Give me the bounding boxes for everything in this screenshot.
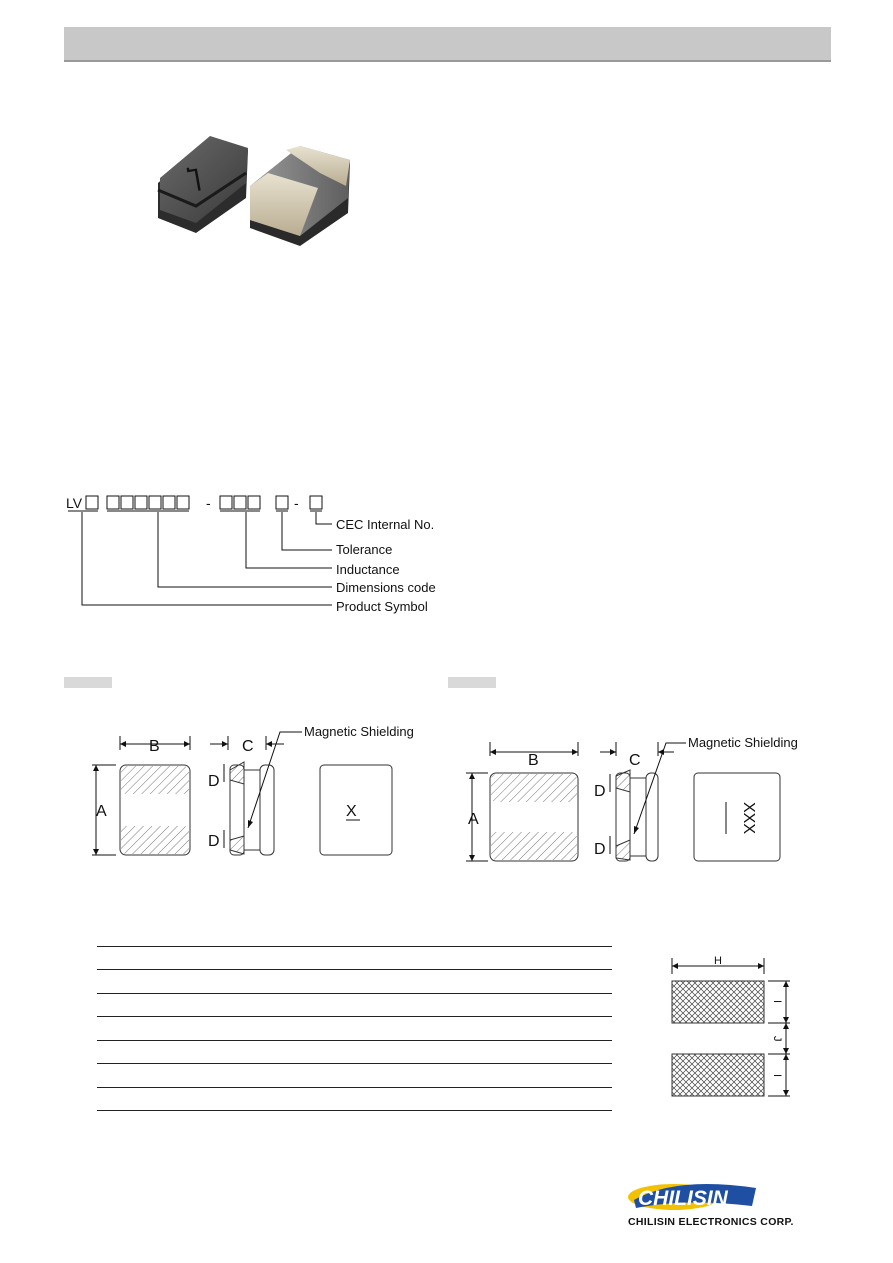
table-rule [97, 946, 612, 947]
dimension-drawing-left [88, 720, 438, 865]
label-h: H [714, 955, 722, 967]
section-tag-right [448, 677, 496, 688]
label-d-top-left: D [208, 773, 220, 790]
label-b-left: B [149, 738, 160, 755]
label-i-bottom: I [771, 1074, 783, 1078]
label-c-right: C [629, 752, 641, 769]
pn-label-dimensions: Dimensions code [336, 580, 436, 595]
label-a-right: A [468, 811, 479, 828]
table-rule [97, 1040, 612, 1041]
logo-wordmark: CHILISIN [638, 1187, 728, 1210]
pn-boxes [86, 496, 322, 509]
spec-table [97, 946, 612, 1112]
pn-dash-2: - [294, 495, 299, 511]
label-ms-right: Magnetic Shielding [688, 735, 798, 750]
label-j: J [771, 1036, 783, 1042]
pn-dash-1: - [206, 495, 211, 511]
header-bar [64, 27, 831, 62]
label-b-right: B [528, 752, 539, 769]
table-rule [97, 1016, 612, 1017]
svg-text:Ⴈ: Ⴈ [185, 164, 204, 200]
pn-label-cec: CEC Internal No. [336, 517, 435, 532]
table-rule [97, 1087, 612, 1088]
pn-label-tolerance: Tolerance [336, 542, 393, 557]
label-d-top-right: D [594, 783, 606, 800]
pn-label-inductance: Inductance [336, 562, 400, 577]
label-a-left: A [96, 803, 107, 820]
company-logo [626, 1178, 826, 1230]
table-rule [97, 1063, 612, 1064]
pn-prefix: LV [66, 495, 83, 511]
marking-right: XXX [740, 802, 757, 835]
dimension-drawing-right [462, 730, 822, 870]
label-d-bottom-left: D [208, 833, 220, 850]
table-rule [97, 1110, 612, 1111]
table-rule [97, 993, 612, 994]
marking-left: X [346, 803, 357, 820]
land-pattern-drawing [662, 950, 802, 1105]
part-number-diagram [66, 488, 466, 618]
pn-label-product: Product Symbol [336, 599, 428, 614]
label-i-top: I [771, 1000, 783, 1004]
label-ms-left: Magnetic Shielding [304, 724, 414, 739]
product-photo [150, 128, 370, 253]
label-c-left: C [242, 738, 254, 755]
table-rule [97, 969, 612, 970]
label-d-bottom-right: D [594, 841, 606, 858]
section-tag-left [64, 677, 112, 688]
company-name: CHILISIN ELECTRONICS CORP. [628, 1216, 794, 1228]
pn-leader-lines [68, 511, 332, 605]
